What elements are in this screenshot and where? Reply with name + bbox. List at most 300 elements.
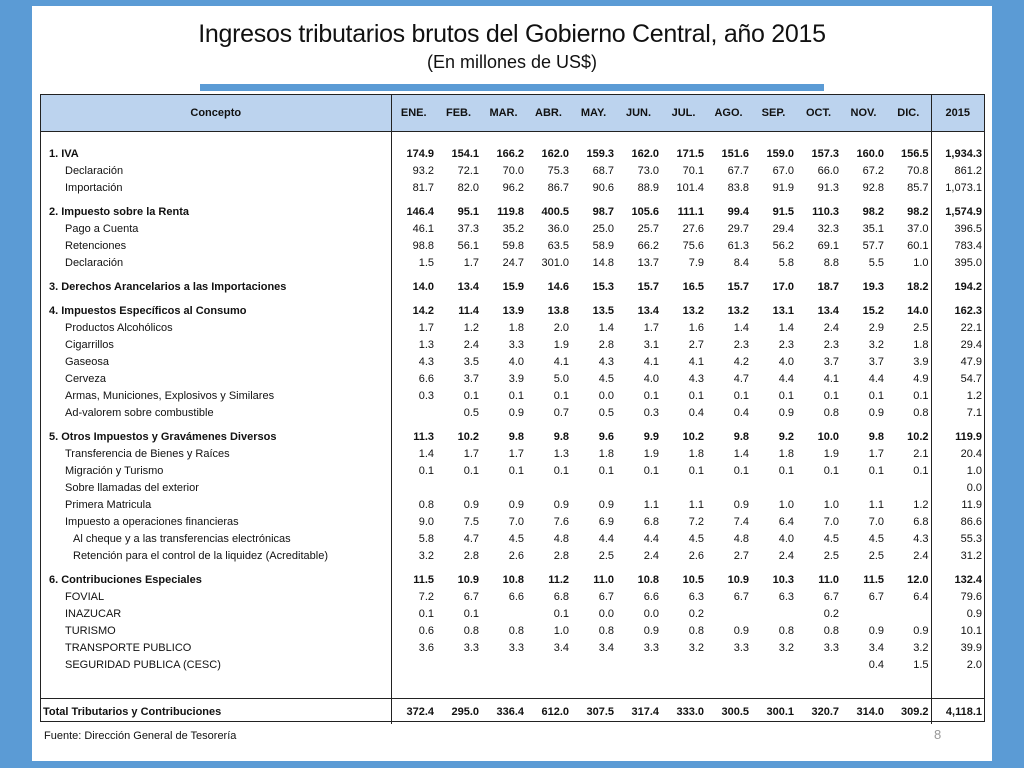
table-cell: 783.4 bbox=[931, 237, 984, 254]
table-cell: 79.6 bbox=[931, 588, 984, 605]
table-cell: 0.1 bbox=[598, 464, 614, 477]
table-cell: 11.5 bbox=[863, 573, 884, 586]
table-cell: 7.2 bbox=[688, 515, 704, 528]
table-cell: 46.1 bbox=[412, 222, 434, 235]
table-cell bbox=[571, 656, 616, 673]
table-cell: 3.9 bbox=[508, 372, 524, 385]
table-cell: 96.2 bbox=[502, 181, 524, 194]
table-cell: 72.1 bbox=[457, 164, 479, 177]
table-cell: 73.0 bbox=[637, 164, 659, 177]
table-cell: 162.3 bbox=[931, 302, 984, 319]
table-cell: 1,574.9 bbox=[931, 203, 984, 220]
table-cell: 4.5 bbox=[868, 532, 884, 545]
table-cell: 0.3 bbox=[643, 406, 659, 419]
table-cell: 2.3 bbox=[733, 338, 749, 351]
table-cell: 0.1 bbox=[643, 464, 659, 477]
table-cell: 1,073.1 bbox=[931, 179, 984, 196]
table-cell: 0.1 bbox=[463, 389, 479, 402]
table-cell bbox=[616, 656, 661, 673]
table-cell: 13.2 bbox=[682, 304, 704, 317]
table-cell: 15.7 bbox=[727, 280, 749, 293]
table-cell: 12.0 bbox=[907, 573, 929, 586]
table-cell: 91.3 bbox=[817, 181, 839, 194]
table-cell: 110.3 bbox=[812, 205, 839, 218]
table-cell: 15.7 bbox=[637, 280, 659, 293]
table-cell: 3.3 bbox=[508, 641, 524, 654]
category-row bbox=[41, 278, 984, 295]
table-cell: 10.2 bbox=[682, 430, 704, 443]
table-cell: 2.5 bbox=[598, 549, 614, 562]
table-cell: 2.5 bbox=[913, 321, 929, 334]
table-cell bbox=[391, 656, 436, 673]
table-cell: 3.7 bbox=[823, 355, 839, 368]
table-cell: 4.1 bbox=[688, 355, 704, 368]
table-cell: 10.5 bbox=[682, 573, 704, 586]
table-cell: 1.4 bbox=[733, 447, 749, 460]
table-cell: 0.4 bbox=[868, 658, 884, 671]
table-cell: 162.0 bbox=[631, 147, 659, 160]
column-header: DIC. bbox=[886, 95, 931, 132]
spacer-row bbox=[41, 673, 984, 699]
table-cell: 1.0 bbox=[823, 498, 839, 511]
table-cell: 0.9 bbox=[931, 605, 984, 622]
column-header: ENE. bbox=[391, 95, 436, 132]
table-cell: 91.5 bbox=[772, 205, 794, 218]
category-row bbox=[41, 571, 984, 588]
table-cell: 0.9 bbox=[643, 624, 659, 637]
table-cell: 5.8 bbox=[418, 532, 434, 545]
table-cell: 0.8 bbox=[823, 624, 839, 637]
table-cell: 1.7 bbox=[463, 447, 479, 460]
row-label: Transferencia de Bienes y Raíces bbox=[41, 445, 391, 462]
table-cell: 307.5 bbox=[571, 699, 616, 725]
table-cell: 157.3 bbox=[811, 147, 839, 160]
table-cell: 9.8 bbox=[508, 430, 524, 443]
table-cell: 2.4 bbox=[463, 338, 479, 351]
table-cell: 2.1 bbox=[913, 447, 929, 460]
table-cell: 119.8 bbox=[497, 205, 524, 218]
table-cell: 11.2 bbox=[548, 573, 569, 586]
row-label: Cerveza bbox=[41, 370, 391, 387]
table-cell: 4.4 bbox=[598, 532, 614, 545]
table-cell: 132.4 bbox=[931, 571, 984, 588]
table-cell: 7.6 bbox=[553, 515, 569, 528]
table-cell: 3.9 bbox=[913, 355, 929, 368]
table-cell: 0.9 bbox=[733, 624, 749, 637]
row-label: Pago a Cuenta bbox=[41, 220, 391, 237]
table-cell: 13.4 bbox=[457, 280, 479, 293]
table-cell: 0.1 bbox=[868, 464, 884, 477]
table-cell: 35.2 bbox=[502, 222, 524, 235]
table-cell: 25.7 bbox=[637, 222, 659, 235]
table-cell: 91.9 bbox=[772, 181, 794, 194]
table-cell bbox=[481, 656, 526, 673]
table-cell: 37.3 bbox=[457, 222, 479, 235]
table-cell: 2.5 bbox=[868, 549, 884, 562]
table-cell: 4.3 bbox=[913, 532, 929, 545]
table-cell: 101.4 bbox=[676, 181, 704, 194]
row-label: INAZUCAR bbox=[41, 605, 391, 622]
table-cell: 4.8 bbox=[553, 532, 569, 545]
table-body bbox=[41, 132, 984, 725]
table-cell: 0.8 bbox=[508, 624, 524, 637]
table-cell: 56.1 bbox=[457, 239, 479, 252]
category-row bbox=[41, 428, 984, 445]
table-cell: 0.1 bbox=[463, 464, 479, 477]
table-cell: 0.4 bbox=[688, 406, 704, 419]
page-subtitle: (En millones de US$) bbox=[426, 52, 598, 72]
table-cell: 13.7 bbox=[637, 256, 659, 269]
table-cell: 14.8 bbox=[592, 256, 614, 269]
table-cell: 57.7 bbox=[862, 239, 884, 252]
row-label: Retención para el control de la liquidez (Acreditable) bbox=[41, 547, 391, 564]
row-label: Cigarrillos bbox=[41, 336, 391, 353]
table-row bbox=[41, 179, 984, 196]
table-cell: 1.2 bbox=[931, 387, 984, 404]
table-cell: 1.0 bbox=[913, 256, 929, 269]
table-cell: 2.6 bbox=[508, 549, 524, 562]
table-cell: 1.7 bbox=[418, 321, 434, 334]
table-cell: 93.2 bbox=[412, 164, 434, 177]
table-row bbox=[41, 404, 984, 421]
column-header: MAR. bbox=[481, 95, 526, 132]
table-cell: 7.4 bbox=[733, 515, 749, 528]
table-cell: 3.4 bbox=[868, 641, 884, 654]
table-cell: 9.8 bbox=[868, 430, 884, 443]
column-header: ABR. bbox=[526, 95, 571, 132]
table-cell: 0.8 bbox=[688, 624, 704, 637]
table-cell: 1.7 bbox=[508, 447, 524, 460]
table-cell: 7.2 bbox=[418, 590, 434, 603]
spacer-row bbox=[41, 196, 984, 203]
table-cell bbox=[661, 656, 706, 673]
table-cell: 2.8 bbox=[598, 338, 614, 351]
table-cell: 9.6 bbox=[598, 430, 614, 443]
category-row bbox=[41, 145, 984, 162]
revenue-table-frame bbox=[40, 94, 985, 722]
table-cell: 10.9 bbox=[727, 573, 749, 586]
table-cell bbox=[481, 605, 526, 622]
table-cell: 1.5 bbox=[913, 658, 929, 671]
table-cell: 0.5 bbox=[463, 406, 479, 419]
table-cell: 6.7 bbox=[868, 590, 884, 603]
table-cell bbox=[391, 479, 436, 496]
table-cell: 13.4 bbox=[637, 304, 659, 317]
table-cell: 1.8 bbox=[778, 447, 794, 460]
table-cell: 3.2 bbox=[913, 641, 929, 654]
spacer-row bbox=[41, 295, 984, 302]
table-cell: 8.4 bbox=[733, 256, 749, 269]
table-cell: 98.7 bbox=[592, 205, 614, 218]
table-cell: 68.7 bbox=[592, 164, 614, 177]
table-cell: 11.0 bbox=[818, 573, 839, 586]
table-cell: 0.1 bbox=[418, 607, 434, 620]
table-cell: 29.7 bbox=[727, 222, 749, 235]
table-cell: 14.6 bbox=[547, 280, 569, 293]
table-cell: 0.8 bbox=[598, 624, 614, 637]
table-cell bbox=[751, 656, 796, 673]
table-cell: 156.5 bbox=[900, 147, 929, 160]
table-row bbox=[41, 656, 984, 673]
table-cell: 60.1 bbox=[907, 239, 929, 252]
table-cell: 0.1 bbox=[823, 464, 839, 477]
table-cell: 22.1 bbox=[931, 319, 984, 336]
table-cell: 4.9 bbox=[913, 372, 929, 385]
table-cell bbox=[526, 656, 571, 673]
table-cell: 171.5 bbox=[676, 147, 704, 160]
table-cell: 59.8 bbox=[502, 239, 524, 252]
table-cell: 3.7 bbox=[868, 355, 884, 368]
table-cell: 4.1 bbox=[643, 355, 659, 368]
table-cell: 314.0 bbox=[841, 699, 886, 725]
table-row bbox=[41, 387, 984, 404]
table-cell bbox=[481, 479, 526, 496]
table-cell: 67.0 bbox=[772, 164, 794, 177]
table-cell: 0.4 bbox=[733, 406, 749, 419]
table-cell: 4.0 bbox=[778, 532, 794, 545]
table-cell: 1.7 bbox=[463, 256, 479, 269]
table-cell: 6.7 bbox=[733, 590, 749, 603]
table-cell: 13.8 bbox=[547, 304, 569, 317]
table-cell: 58.9 bbox=[592, 239, 614, 252]
table-cell: 2.7 bbox=[733, 549, 749, 562]
table-cell: 300.5 bbox=[706, 699, 751, 725]
table-cell: 2.6 bbox=[688, 549, 704, 562]
table-cell: 20.4 bbox=[931, 445, 984, 462]
accent-divider bbox=[200, 84, 824, 91]
table-cell: 295.0 bbox=[436, 699, 481, 725]
table-cell: 336.4 bbox=[481, 699, 526, 725]
table-cell: 162.0 bbox=[541, 147, 569, 160]
row-label: Ad-valorem sobre combustible bbox=[41, 404, 391, 421]
table-cell: 0.0 bbox=[643, 607, 659, 620]
table-cell: 0.8 bbox=[913, 406, 929, 419]
table-cell: 70.0 bbox=[502, 164, 524, 177]
table-cell bbox=[796, 479, 841, 496]
table-cell: 6.8 bbox=[643, 515, 659, 528]
table-cell: 2.4 bbox=[913, 549, 929, 562]
table-cell: 39.9 bbox=[931, 639, 984, 656]
table-cell: 0.9 bbox=[553, 498, 569, 511]
page-number: 8 bbox=[934, 727, 942, 742]
row-label: 1. IVA bbox=[41, 145, 391, 162]
table-cell: 0.1 bbox=[913, 389, 929, 402]
table-cell: 4.1 bbox=[553, 355, 569, 368]
table-cell: 4.5 bbox=[688, 532, 704, 545]
table-cell: 5.8 bbox=[778, 256, 794, 269]
table-cell: 0.1 bbox=[868, 389, 884, 402]
table-cell: 0.1 bbox=[688, 464, 704, 477]
table-cell bbox=[841, 605, 886, 622]
table-cell: 0.8 bbox=[778, 624, 794, 637]
table-cell: 0.9 bbox=[508, 406, 524, 419]
table-cell: 8.8 bbox=[823, 256, 839, 269]
column-header: AGO. bbox=[706, 95, 751, 132]
table-cell: 1.8 bbox=[508, 321, 524, 334]
table-cell: 0.1 bbox=[463, 607, 479, 620]
table-cell: 15.9 bbox=[502, 280, 524, 293]
revenue-table bbox=[41, 95, 984, 724]
table-row bbox=[41, 220, 984, 237]
table-cell: 0.9 bbox=[508, 498, 524, 511]
table-cell: 0.0 bbox=[598, 389, 614, 402]
table-cell: 1.4 bbox=[418, 447, 434, 460]
table-cell: 1.8 bbox=[598, 447, 614, 460]
table-cell: 400.5 bbox=[541, 205, 569, 218]
table-cell: 66.2 bbox=[637, 239, 659, 252]
spacer-row bbox=[41, 271, 984, 278]
table-row bbox=[41, 479, 984, 496]
table-cell: 0.1 bbox=[418, 464, 434, 477]
table-cell: 1.0 bbox=[931, 462, 984, 479]
table-cell: 4.3 bbox=[688, 372, 704, 385]
table-cell: 66.0 bbox=[817, 164, 839, 177]
table-cell: 17.0 bbox=[772, 280, 794, 293]
table-cell: 67.2 bbox=[862, 164, 884, 177]
table-cell: 0.1 bbox=[553, 607, 569, 620]
table-cell: 6.9 bbox=[598, 515, 614, 528]
row-label: Declaración bbox=[41, 162, 391, 179]
table-cell: 320.7 bbox=[796, 699, 841, 725]
table-cell: 3.7 bbox=[463, 372, 479, 385]
table-cell: 3.3 bbox=[733, 641, 749, 654]
table-cell: 2.5 bbox=[823, 549, 839, 562]
table-cell: 10.8 bbox=[502, 573, 524, 586]
table-cell: 5.5 bbox=[868, 256, 884, 269]
table-cell: 6.4 bbox=[778, 515, 794, 528]
table-cell: 1.8 bbox=[913, 338, 929, 351]
table-cell: 4.7 bbox=[733, 372, 749, 385]
table-row bbox=[41, 605, 984, 622]
row-label: Total Tributarios y Contribuciones bbox=[41, 699, 391, 725]
table-cell: 10.1 bbox=[931, 622, 984, 639]
row-label: TRANSPORTE PUBLICO bbox=[41, 639, 391, 656]
table-cell: 9.8 bbox=[553, 430, 569, 443]
row-label: 2. Impuesto sobre la Renta bbox=[41, 203, 391, 220]
table-cell: 6.6 bbox=[418, 372, 434, 385]
table-cell: 3.3 bbox=[508, 338, 524, 351]
table-cell: 7.5 bbox=[463, 515, 479, 528]
table-cell: 3.3 bbox=[823, 641, 839, 654]
table-cell: 98.2 bbox=[862, 205, 884, 218]
table-cell: 10.0 bbox=[817, 430, 839, 443]
table-cell: 13.2 bbox=[727, 304, 749, 317]
table-cell: 0.1 bbox=[913, 464, 929, 477]
column-header: MAY. bbox=[571, 95, 616, 132]
table-cell: 9.2 bbox=[778, 430, 794, 443]
table-cell: 99.4 bbox=[727, 205, 749, 218]
table-cell: 174.9 bbox=[406, 147, 434, 160]
table-cell: 14.0 bbox=[412, 280, 434, 293]
column-header: NOV. bbox=[841, 95, 886, 132]
table-cell: 75.3 bbox=[547, 164, 569, 177]
table-cell: 0.1 bbox=[553, 464, 569, 477]
table-cell: 9.0 bbox=[418, 515, 434, 528]
table-cell: 4,118.1 bbox=[931, 699, 984, 725]
table-cell: 29.4 bbox=[931, 336, 984, 353]
table-row bbox=[41, 622, 984, 639]
table-cell: 0.0 bbox=[931, 479, 984, 496]
table-cell: 160.0 bbox=[856, 147, 884, 160]
table-cell: 0.9 bbox=[598, 498, 614, 511]
table-cell: 4.5 bbox=[823, 532, 839, 545]
table-cell: 2.8 bbox=[553, 549, 569, 562]
table-cell: 27.6 bbox=[682, 222, 704, 235]
table-cell: 3.4 bbox=[598, 641, 614, 654]
row-label: Al cheque y a las transferencias electrónicas bbox=[41, 530, 391, 547]
table-cell: 0.7 bbox=[553, 406, 569, 419]
table-cell: 95.1 bbox=[457, 205, 479, 218]
table-cell bbox=[391, 404, 436, 421]
row-label: FOVIAL bbox=[41, 588, 391, 605]
table-cell: 2.4 bbox=[823, 321, 839, 334]
table-cell: 9.8 bbox=[733, 430, 749, 443]
table-cell: 0.1 bbox=[733, 464, 749, 477]
table-cell: 0.9 bbox=[778, 406, 794, 419]
table-cell: 98.2 bbox=[907, 205, 929, 218]
table-cell: 98.8 bbox=[412, 239, 434, 252]
table-cell bbox=[796, 656, 841, 673]
table-cell: 6.8 bbox=[913, 515, 929, 528]
row-label: Declaración bbox=[41, 254, 391, 271]
table-cell: 194.2 bbox=[931, 278, 984, 295]
table-cell bbox=[886, 479, 931, 496]
table-cell: 0.8 bbox=[463, 624, 479, 637]
row-label: 6. Contribuciones Especiales bbox=[41, 571, 391, 588]
column-header: FEB. bbox=[436, 95, 481, 132]
table-cell: 1.2 bbox=[913, 498, 929, 511]
row-label: Armas, Municiones, Explosivos y Similares bbox=[41, 387, 391, 404]
table-cell: 0.9 bbox=[463, 498, 479, 511]
table-cell bbox=[526, 479, 571, 496]
table-cell: 61.3 bbox=[727, 239, 749, 252]
table-cell: 2.7 bbox=[688, 338, 704, 351]
table-row bbox=[41, 588, 984, 605]
table-cell: 151.6 bbox=[721, 147, 749, 160]
table-cell: 19.3 bbox=[862, 280, 884, 293]
table-cell: 2.4 bbox=[643, 549, 659, 562]
table-cell: 159.3 bbox=[586, 147, 614, 160]
table-cell: 18.7 bbox=[817, 280, 839, 293]
table-cell: 3.2 bbox=[868, 338, 884, 351]
table-cell: 10.3 bbox=[772, 573, 794, 586]
table-cell: 612.0 bbox=[526, 699, 571, 725]
table-cell: 2.3 bbox=[823, 338, 839, 351]
table-cell: 6.6 bbox=[508, 590, 524, 603]
table-cell: 90.6 bbox=[592, 181, 614, 194]
table-cell: 3.2 bbox=[418, 549, 434, 562]
table-cell: 1.9 bbox=[823, 447, 839, 460]
table-cell: 13.5 bbox=[592, 304, 614, 317]
table-cell: 0.2 bbox=[823, 607, 839, 620]
table-cell: 15.2 bbox=[862, 304, 884, 317]
table-cell bbox=[571, 479, 616, 496]
table-cell: 75.6 bbox=[682, 239, 704, 252]
table-cell: 29.4 bbox=[772, 222, 794, 235]
table-cell bbox=[436, 656, 481, 673]
table-cell: 6.3 bbox=[778, 590, 794, 603]
table-cell: 4.7 bbox=[463, 532, 479, 545]
table-cell: 0.9 bbox=[868, 406, 884, 419]
table-cell: 1.9 bbox=[553, 338, 569, 351]
column-header: JUN. bbox=[616, 95, 661, 132]
table-row bbox=[41, 319, 984, 336]
table-cell bbox=[436, 479, 481, 496]
table-row bbox=[41, 496, 984, 513]
table-cell: 146.4 bbox=[406, 205, 434, 218]
table-cell: 70.8 bbox=[907, 164, 929, 177]
table-cell: 82.0 bbox=[457, 181, 479, 194]
